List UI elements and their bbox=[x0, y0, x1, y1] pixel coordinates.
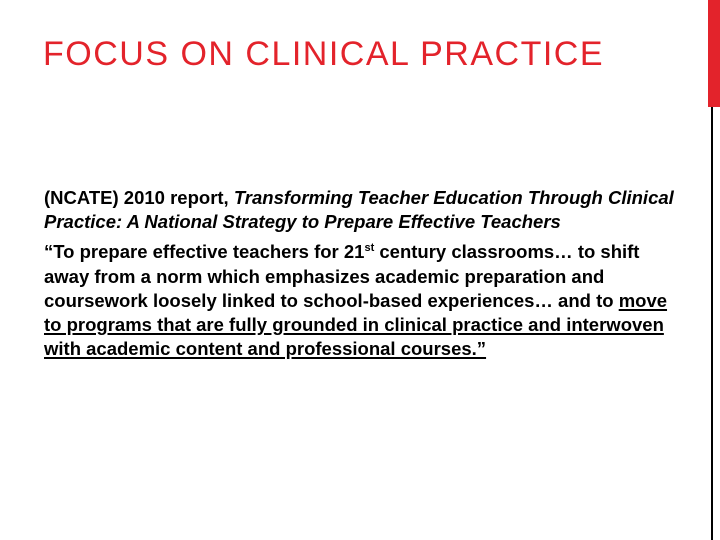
divider-line bbox=[711, 107, 713, 540]
quote-text-start: “To prepare effective teachers for 21 bbox=[44, 241, 365, 263]
quote-text-middle: century classrooms… to shift away from a norm which emphasizes academic preparation and coursework loosely linked to school-based experiences… and to bbox=[44, 241, 640, 311]
report-prefix: (NCATE) 2010 report, bbox=[44, 187, 234, 208]
report-citation bbox=[44, 186, 674, 234]
slide-title: FOCUS ON CLINICAL PRACTICE bbox=[43, 35, 605, 73]
quote-underlined-text: move to programs that are fully grounded in clinical practice and interwoven with academic content and professional courses.” bbox=[44, 289, 668, 360]
accent-bar bbox=[708, 0, 720, 107]
quote-superscript: st bbox=[364, 242, 375, 255]
report-quote bbox=[44, 240, 674, 361]
report-title: Transforming Teacher Education Through Clinical Practice: A National Strategy to Prepare Effective Teachers bbox=[44, 187, 674, 233]
slide-body bbox=[44, 186, 674, 361]
